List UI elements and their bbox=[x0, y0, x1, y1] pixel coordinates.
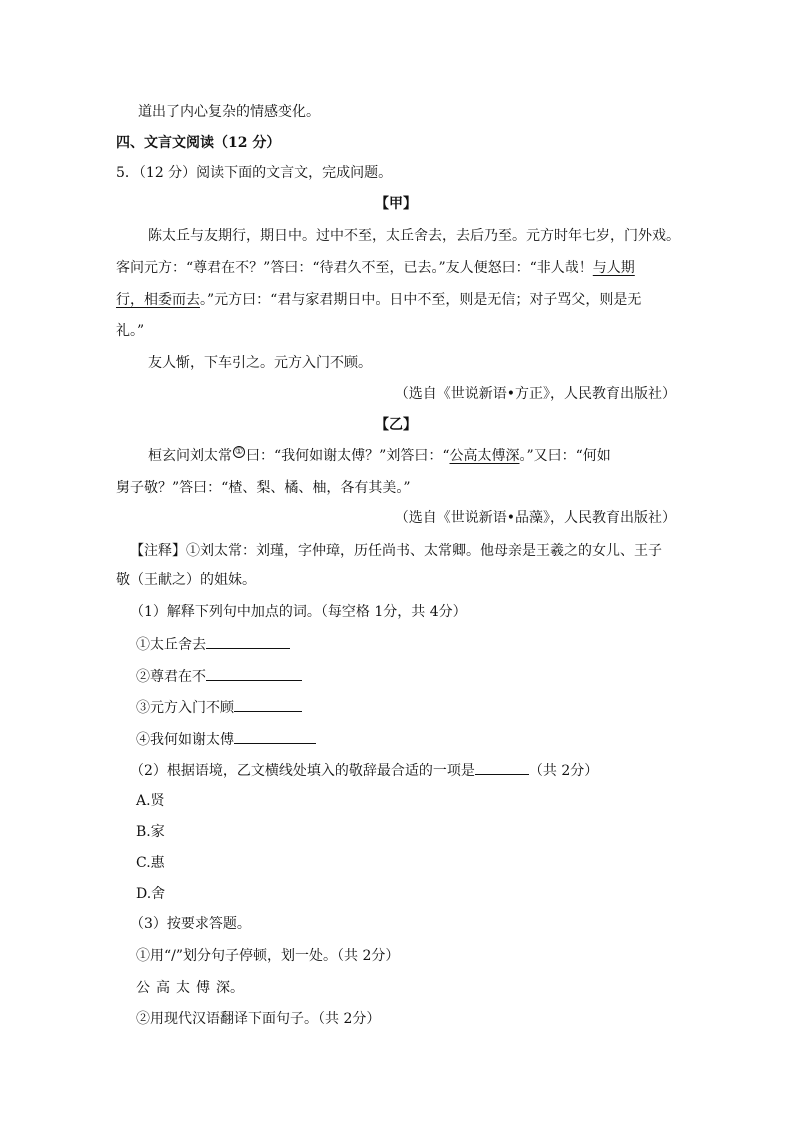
passage-jia-line-2 bbox=[116, 258, 635, 278]
question-5-prompt: 5．（12 分）阅读下面的文言文，完成问题。 bbox=[116, 165, 393, 181]
underlined-phrase: 与人期 bbox=[592, 260, 635, 276]
option-d[interactable]: D.舍 bbox=[136, 886, 166, 902]
passage-yi-line-1 bbox=[148, 446, 611, 466]
passage-yi-text: 。”又曰：“何如 bbox=[519, 448, 611, 464]
item-text: ④我何如谢太傅 bbox=[136, 732, 234, 748]
passage-jia-line-2-text: 客问元方：“尊君在不？”答曰：“待君久不至，已去。”友人便怒曰：“非人哉！ bbox=[116, 260, 593, 276]
subquestion-1-item-2 bbox=[136, 666, 302, 687]
footnote-marker: ① bbox=[234, 447, 244, 458]
item-text: ③元方入门不顾 bbox=[136, 700, 234, 716]
annotation-line-1: 【注释】①刘太常：刘瑾，字仲璋，历任尚书、太常卿。他母亲是王羲之的女儿、王子 bbox=[130, 543, 662, 559]
answer-blank[interactable] bbox=[234, 697, 302, 712]
subquestion-3: （3）按要求答题。 bbox=[130, 916, 251, 932]
item-text: （共 2分） bbox=[528, 763, 599, 779]
option-b[interactable]: B.家 bbox=[136, 824, 165, 840]
passage-jia-line-1: 陈太丘与友期行，期日中。过中不至，太丘舍去，去后乃至。元方时年七岁，门外戏。 bbox=[148, 228, 680, 244]
subquestion-3-item-2: ②用现代汉语翻译下面句子。（共 2分） bbox=[136, 1011, 381, 1027]
subquestion-2 bbox=[130, 760, 598, 781]
answer-blank[interactable] bbox=[206, 666, 302, 681]
underlined-phrase: 行，相委而去 bbox=[116, 292, 200, 308]
item-text: （2）根据语境，乙文横线处填入的敬辞最合适的一项是 bbox=[130, 763, 475, 779]
item-text: ②尊君在不 bbox=[136, 669, 206, 685]
underlined-phrase: 公高太傅深 bbox=[449, 448, 520, 464]
passage-jia-source: （选自《世说新语•方正》，人民教育出版社） bbox=[394, 386, 676, 402]
option-c[interactable]: C.惠 bbox=[136, 855, 165, 871]
sentence-char: 高 bbox=[156, 980, 170, 996]
subquestion-1: （1）解释下列句中加点的词。（每空格 1分，共 4分） bbox=[130, 604, 467, 620]
passage-jia-line-5: 友人惭，下车引之。元方入门不顾。 bbox=[148, 355, 372, 371]
subquestion-1-item-3 bbox=[136, 697, 302, 718]
passage-yi-source: （选自《世说新语•品藻》，人民教育出版社） bbox=[394, 510, 676, 526]
option-a[interactable]: A.贤 bbox=[136, 793, 165, 809]
sentence-char: 深。 bbox=[216, 980, 244, 996]
passage-yi-text: 曰：“我何如谢太傅？”刘答曰：“ bbox=[246, 448, 450, 464]
passage-jia-line-4: 礼。” bbox=[116, 323, 145, 339]
sentence-char: 傅 bbox=[196, 980, 210, 996]
paragraph-continuation: 道出了内心复杂的情感变化。 bbox=[138, 104, 320, 120]
passage-yi-line-2: 舅子敬？”答曰：“楂、梨、橘、柚，各有其美。” bbox=[116, 480, 411, 496]
passage-jia-title: 【甲】 bbox=[375, 196, 417, 212]
answer-blank[interactable] bbox=[206, 634, 290, 649]
annotation-line-2: 敬（王献之）的姐妹。 bbox=[116, 572, 256, 588]
passage-yi-title: 【乙】 bbox=[375, 417, 417, 433]
pause-sentence[interactable] bbox=[136, 978, 250, 998]
subquestion-1-item-4 bbox=[136, 729, 316, 750]
section-heading: 四、文言文阅读（12 分） bbox=[116, 135, 281, 151]
answer-blank[interactable] bbox=[475, 760, 529, 775]
item-text: ①太丘舍去 bbox=[136, 637, 206, 653]
sentence-char: 太 bbox=[176, 980, 190, 996]
passage-jia-line-3 bbox=[116, 290, 641, 310]
answer-blank[interactable] bbox=[234, 729, 316, 744]
sentence-char: 公 bbox=[136, 980, 150, 996]
subquestion-1-item-1 bbox=[136, 634, 290, 655]
passage-jia-line-3-text: 。”元方曰：“君与家君期日中。日中不至，则是无信；对子骂父，则是无 bbox=[200, 292, 642, 308]
passage-yi-text: 桓玄问刘太常 bbox=[148, 448, 232, 464]
subquestion-3-item-1: ①用“/”划分句子停顿，划一处。（共 2分） bbox=[136, 948, 400, 964]
